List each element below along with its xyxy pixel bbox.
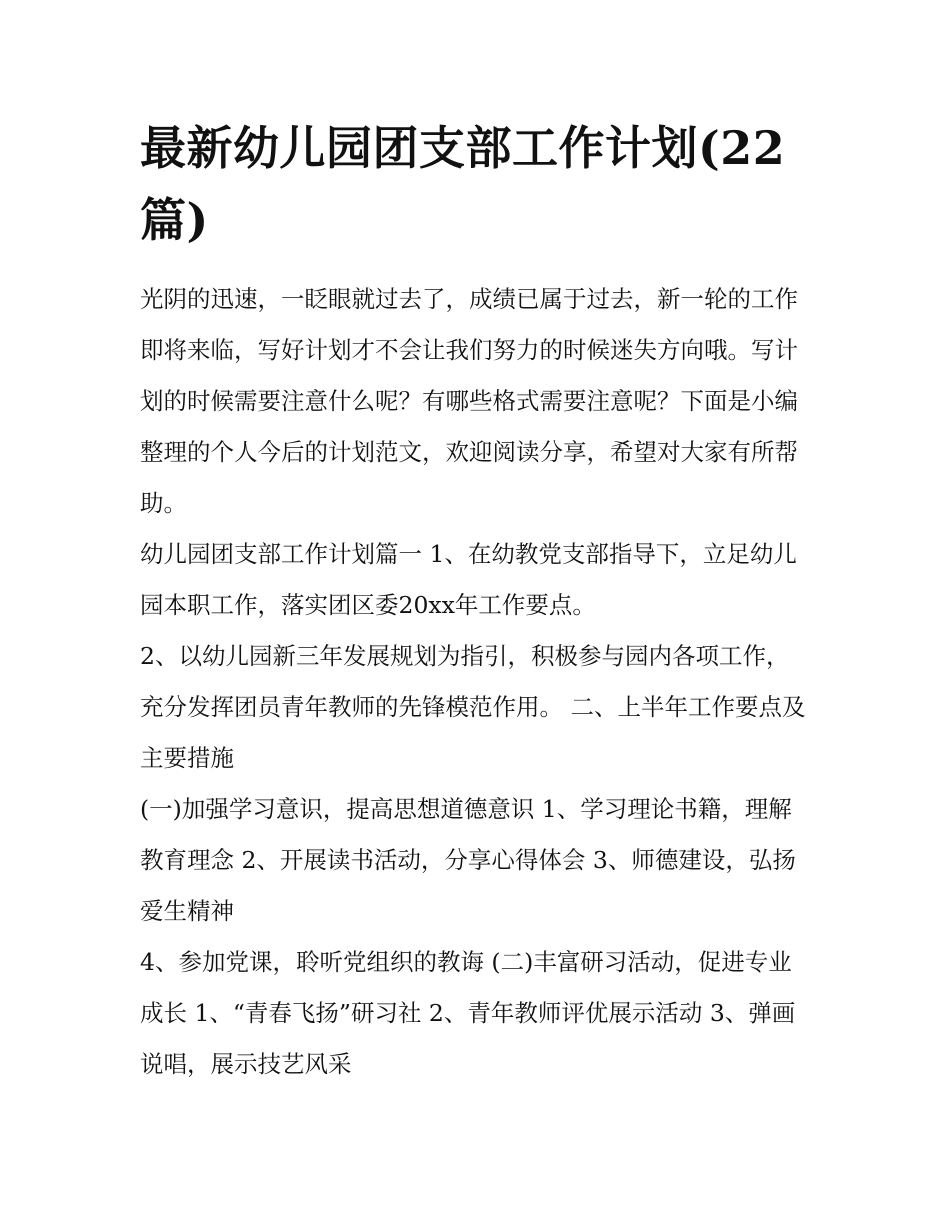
document-content: [140, 112, 812, 1090]
paragraph-plan-3: (一)加强学习意识，提高思想道德意识 1、学习理论书籍，理解教育理念 2、开展读书活动，分享心得体会 3、师德建设，弘扬爱生精神: [140, 795, 796, 925]
paragraph-plan-2: 2、以幼儿园新三年发展规划为指引，积极参与园内各项工作，充分发挥团员青年教师的先锋模范作用。 二、上半年工作要点及主要措施: [140, 642, 806, 772]
paragraph-plan-4: 4、参加党课，聆听党组织的教诲 (二)丰富研习活动，促进专业成长 1、“青春飞扬”研习社 2、青年教师评优展示活动 3、弹画说唱，展示技艺风采: [140, 948, 796, 1078]
paragraph-intro: 光阴的迅速，一眨眼就过去了，成绩已属于过去，新一轮的工作即将来临，写好计划才不会让我们努力的时候迷失方向哦。写计划的时候需要注意什么呢？有哪些格式需要注意呢？下面是小编整理的个人今后的计划范文，欢迎阅读分享，希望对大家有所帮助。: [140, 285, 798, 517]
paragraph-plan-1: 幼儿园团支部工作计划篇一 1、在幼教党支部指导下，立足幼儿园本职工作，落实团区委20xx年工作要点。: [140, 540, 797, 619]
document-title: 最新幼儿园团支部工作计划(22篇): [140, 121, 786, 247]
